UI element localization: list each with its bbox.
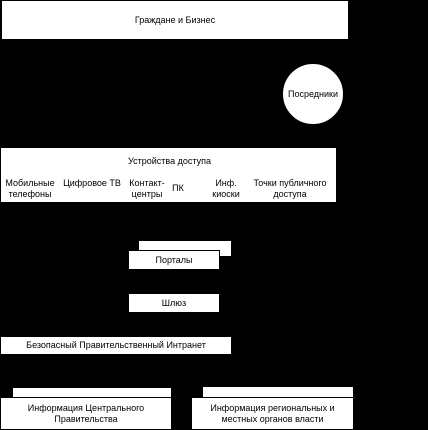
portals-label: Порталы xyxy=(155,254,193,265)
citizens-business-label: Граждане и Бизнес xyxy=(134,14,216,25)
regional-info-label: Информация региональных и местных органов власти xyxy=(210,402,335,424)
intranet-label: Безопасный Правительственный Интранет xyxy=(26,340,206,350)
central-info-label: Информация Центрального Правительства xyxy=(27,402,145,424)
device-contact-centers: Контакт- центры xyxy=(129,178,165,199)
intranet-box xyxy=(0,336,232,355)
mediators-label: Посредники xyxy=(287,88,338,99)
device-public-access-points: Точки публичного доступа xyxy=(253,178,327,199)
portals-box xyxy=(128,250,220,270)
device-mobile-phones: Мобильные телефоны xyxy=(5,178,55,199)
access-devices-box xyxy=(0,147,337,203)
device-digital-tv: Цифровое ТВ xyxy=(63,178,121,188)
central-info-box xyxy=(0,397,172,430)
regional-info-box xyxy=(191,397,354,430)
gateway-box xyxy=(128,293,220,313)
device-pc: ПК xyxy=(172,183,184,193)
citizens-business-box xyxy=(1,0,349,40)
mediators-circle xyxy=(282,63,344,125)
gateway-label: Шлюз xyxy=(161,297,187,308)
device-info-kiosks: Инф. киоски xyxy=(212,178,240,199)
access-devices-title: Устройства доступа xyxy=(128,156,211,166)
